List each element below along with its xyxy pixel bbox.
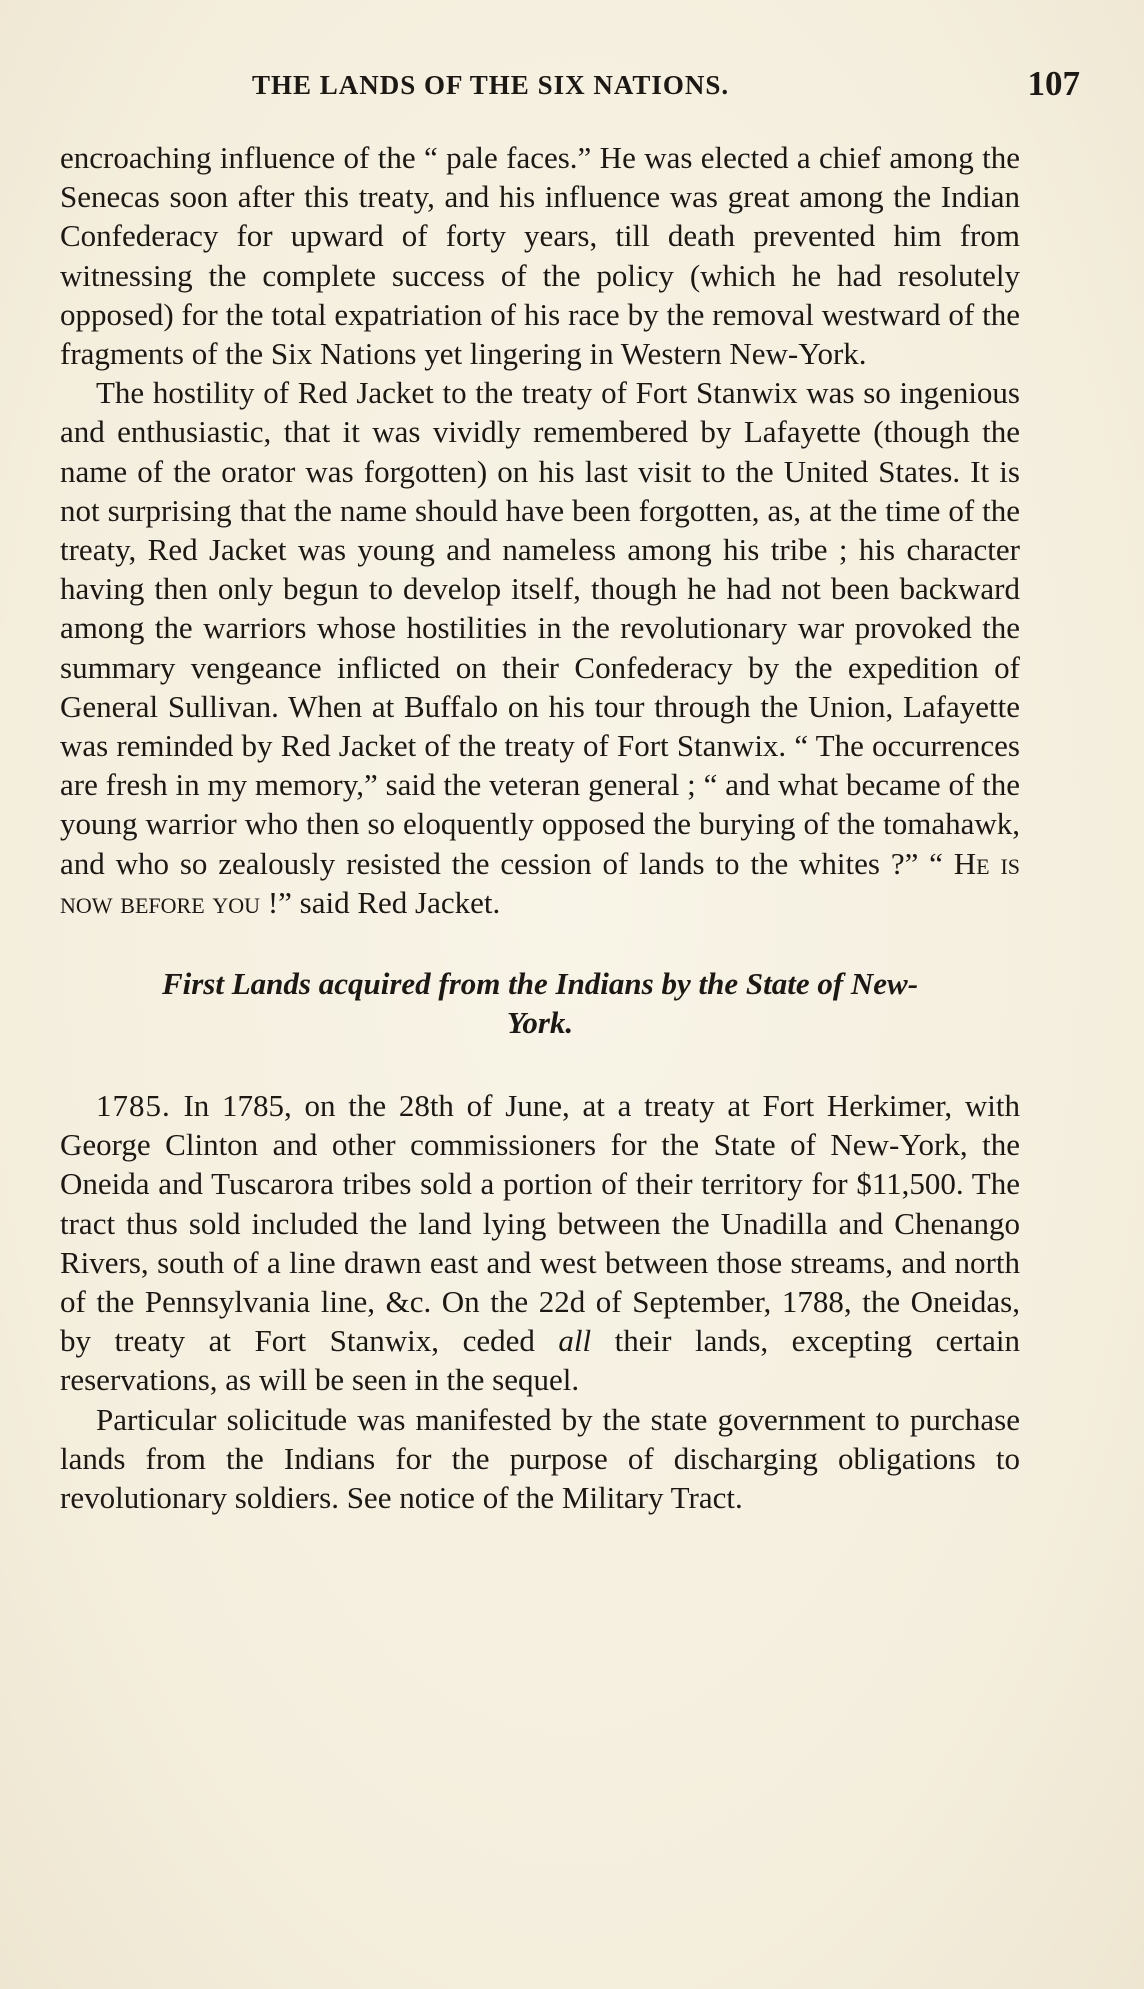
paragraph-1785-text: In 1785, on the 28th of June, at a treaty at Fort Herkimer, with George Clinton and other commissioners for the State of New-York, the Oneida and Tuscarora tribes sold a portion of their territory for $11,500. The tract thus sold included the land lying between the Unadilla and Chenango Rivers, south of a line drawn east and west between those streams, and north of the Pennsylvania line, &c. On the 22d of September, 1788, the Oneidas, by treaty at Fort Stanwix, ceded <box>60 1088 1020 1359</box>
running-head <box>60 64 1084 110</box>
paragraph-1785-end: their lands, excepting certain reservations, as will be seen in the sequel. <box>60 1323 1021 1398</box>
paragraph-red-jacket <box>60 373 1020 922</box>
paragraph-red-jacket-end: !” said Red Jacket. <box>260 884 501 920</box>
paragraph-red-jacket-smallcaps: He is now before you <box>60 845 1021 920</box>
paragraph-military-tract: Particular solicitude was manifested by the state government to purchase lands from the Indians for the purpose of discharging obligations to revolutionary soldiers. See notice of the Military Tract. <box>60 1401 1020 1516</box>
paragraph-1785-italic: all <box>558 1323 592 1359</box>
page-number: 107 <box>1027 64 1080 103</box>
section-heading <box>60 964 1020 1042</box>
section-heading-line-2: York. <box>506 1005 574 1041</box>
paragraph-1785-year: 1785. <box>96 1088 171 1124</box>
section-heading-line-1: First Lands acquired from the Indians by the State of New- <box>161 966 919 1002</box>
paragraph-1785 <box>60 1086 1020 1400</box>
running-title: THE LANDS OF THE SIX NATIONS. <box>252 70 730 100</box>
paragraph-continuation: encroaching influence of the “ pale faces.” He was elected a chief among the Senecas soon after this treaty, and his influence was great among the Indian Confederacy for upward of forty years, till death prevented him from witnessing the complete success of the policy (which he had resolutely opposed) for the total expatriation of his race by the removal westward of the fragments of the Six Nations yet lingering in Western New-York. <box>60 140 1020 372</box>
paragraph-red-jacket-text: The hostility of Red Jacket to the treaty of Fort Stanwix was so ingenious and enthusiastic, that it was vividly remembered by Lafayette (though the name of the orator was forgotten) on his last visit to the United States. It is not surprising that the name should have been forgotten, as, at the time of the treaty, Red Jacket was young and nameless among his tribe ; his character having then only begun to develop itself, though he had not been backward among the warriors whose hostilities in the revolutionary war provoked the summary vengeance inflicted on their Confederacy by the expedition of General Sullivan. When at Buffalo on his tour through the Union, Lafayette was reminded by Red Jacket of the treaty of Fort Stanwix. “ The occurrences are fresh in my memory,” said the veteran general ; “ and what became of the young warrior who then so eloquently opposed the burying of the tomahawk, and who so zealously resisted the cession of lands to the whites ?” “ <box>60 375 1020 881</box>
body-text <box>60 138 1020 1517</box>
